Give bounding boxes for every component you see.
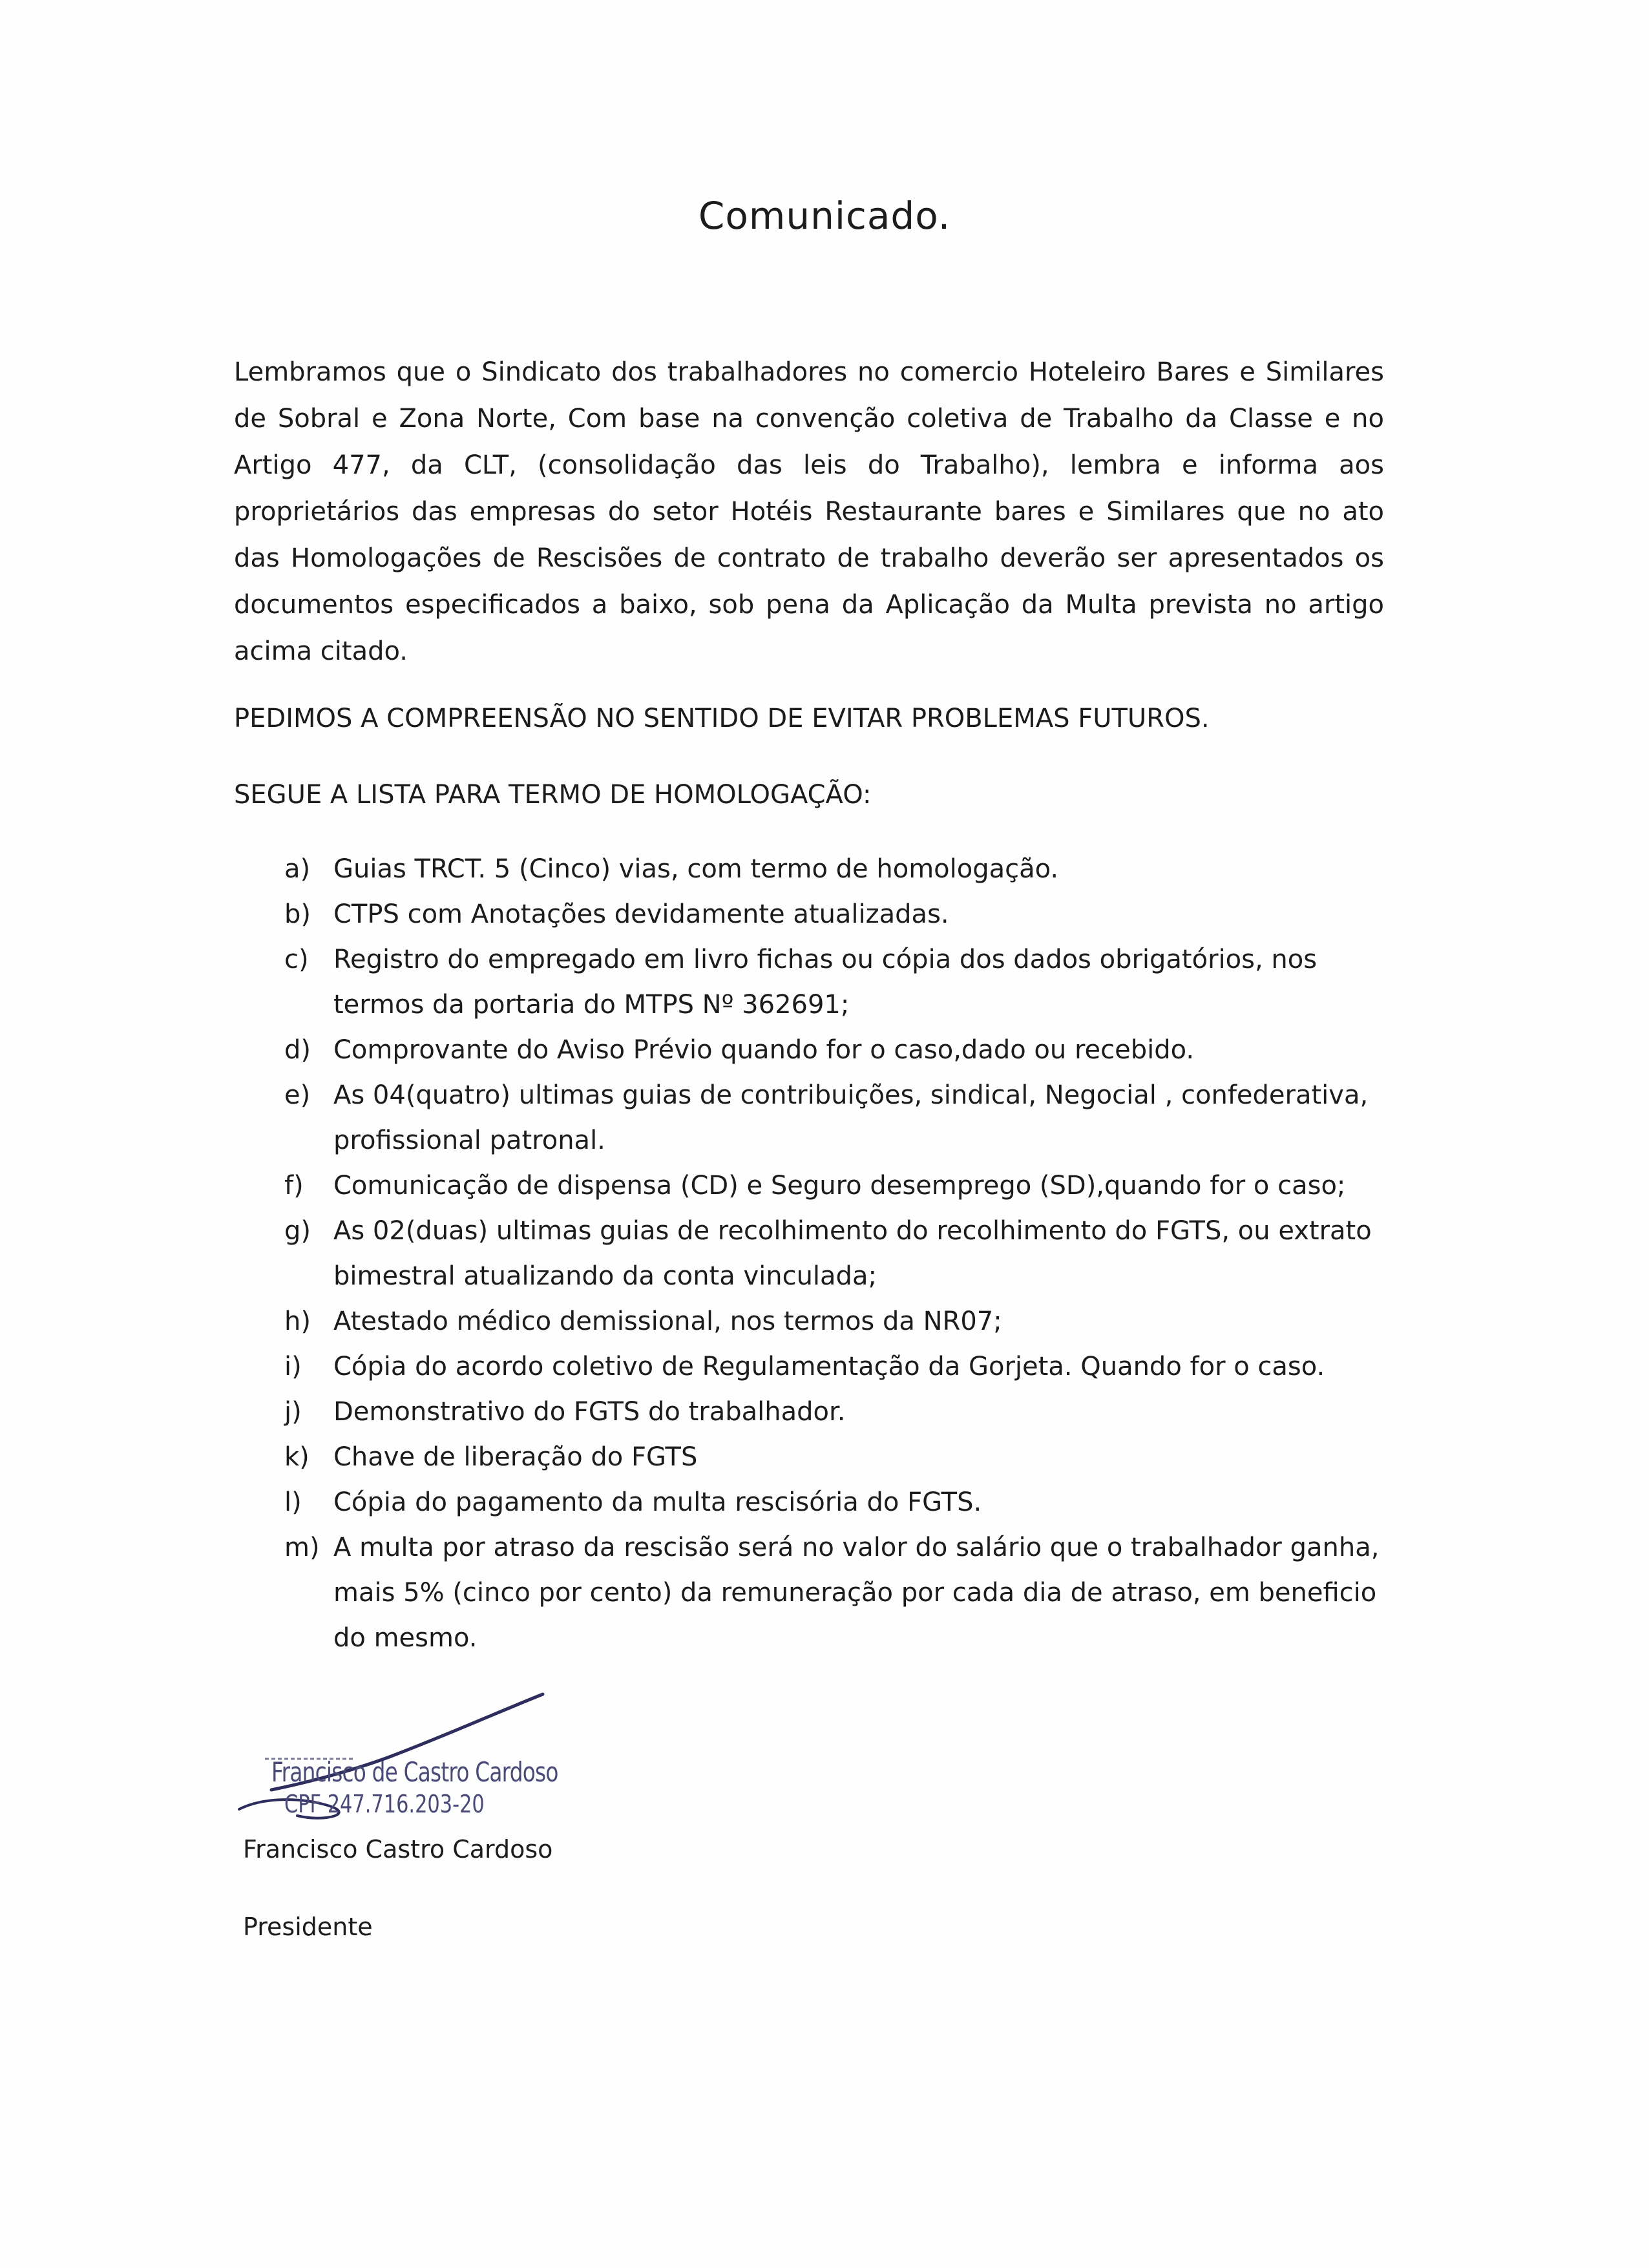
list-item-text: As 04(quatro) ultimas guias de contribuições, sindical, Negocial , confederativa, profissional patronal.	[333, 1080, 1369, 1155]
signature-block	[226, 1686, 588, 1854]
list-item	[284, 1434, 1409, 1480]
list-item	[284, 1389, 1409, 1434]
signature-stamp-cpf: CPF 247.716.203-20	[284, 1790, 485, 1818]
signer-name: Francisco Castro Cardoso	[243, 1835, 553, 1864]
list-item	[284, 1163, 1409, 1208]
signer-role: Presidente	[243, 1913, 373, 1941]
list-marker: f)	[284, 1171, 304, 1201]
list-item-text: Registro do empregado em livro fichas ou cópia dos dados obrigatórios, nos termos da portaria do MTPS Nº 362691;	[333, 945, 1318, 1020]
list-item-text: Demonstrativo do FGTS do trabalhador.	[333, 1397, 846, 1427]
list-marker: i)	[284, 1352, 302, 1381]
notice-line: PEDIMOS A COMPREENSÃO NO SENTIDO DE EVITAR PROBLEMAS FUTUROS.	[234, 704, 1210, 733]
list-item-text: Comunicação de dispensa (CD) e Seguro desemprego (SD),quando for o caso;	[333, 1171, 1346, 1201]
list-item	[284, 892, 1409, 937]
list-item-text: Chave de liberação do FGTS	[333, 1442, 698, 1472]
list-item-text: As 02(duas) ultimas guias de recolhimento do recolhimento do FGTS, ou extrato bimestral atualizando da conta vinculada;	[333, 1216, 1372, 1291]
list-marker: h)	[284, 1307, 311, 1336]
body-paragraph: Lembramos que o Sindicato dos trabalhadores no comercio Hoteleiro Bares e Similares de Sobral e Zona Norte, Com base na convenção coletiva de Trabalho da Classe e no Artigo 477, da CLT, (consolidação das leis do Trabalho), lembra e informa aos proprietários das empresas do setor Hotéis Restaurante bares e Similares que no ato das Homologações de Rescisões de contrato de trabalho deverão ser apresentados os documentos especificados a baixo, sob pena da Aplicação da Multa prevista no artigo acima citado.	[234, 357, 1384, 666]
list-marker: a)	[284, 854, 311, 884]
list-item	[284, 1299, 1409, 1344]
list-item	[284, 1208, 1409, 1299]
list-marker: j)	[284, 1397, 302, 1427]
list-item	[284, 937, 1409, 1027]
list-marker: b)	[284, 899, 311, 929]
list-item	[284, 1525, 1409, 1661]
list-marker: l)	[284, 1487, 302, 1517]
list-marker: k)	[284, 1442, 310, 1472]
list-marker: d)	[284, 1035, 311, 1065]
list-heading: SEGUE A LISTA PARA TERMO DE HOMOLOGAÇÃO:	[234, 780, 872, 810]
list-item	[284, 1344, 1409, 1389]
list-item	[284, 1480, 1409, 1525]
list-item	[284, 1027, 1409, 1073]
list-item-text: A multa por atraso da rescisão será no valor do salário que o trabalhador ganha, mais 5% (cinco por cento) da remuneração por cada dia de atraso, em beneficio do mesmo.	[333, 1533, 1380, 1653]
signature-stamp: Francisco de Castro Cardoso	[271, 1756, 558, 1788]
list-item-text: Cópia do acordo coletivo de Regulamentação da Gorjeta. Quando for o caso.	[333, 1352, 1325, 1381]
document-list	[284, 846, 1409, 1661]
list-item-text: Cópia do pagamento da multa rescisória do FGTS.	[333, 1487, 982, 1517]
list-item	[284, 1073, 1409, 1163]
document-title: Comunicado.	[698, 194, 951, 238]
list-item-text: Guias TRCT. 5 (Cinco) vias, com termo de homologação.	[333, 854, 1059, 884]
list-item-text: Comprovante do Aviso Prévio quando for o caso,dado ou recebido.	[333, 1035, 1195, 1065]
list-item-text: Atestado médico demissional, nos termos da NR07;	[333, 1307, 1002, 1336]
list-marker: g)	[284, 1216, 311, 1246]
list-item	[284, 846, 1409, 892]
list-item-text: CTPS com Anotações devidamente atualizadas.	[333, 899, 949, 929]
list-marker: m)	[284, 1533, 320, 1562]
list-marker: e)	[284, 1080, 311, 1110]
list-marker: c)	[284, 945, 309, 974]
